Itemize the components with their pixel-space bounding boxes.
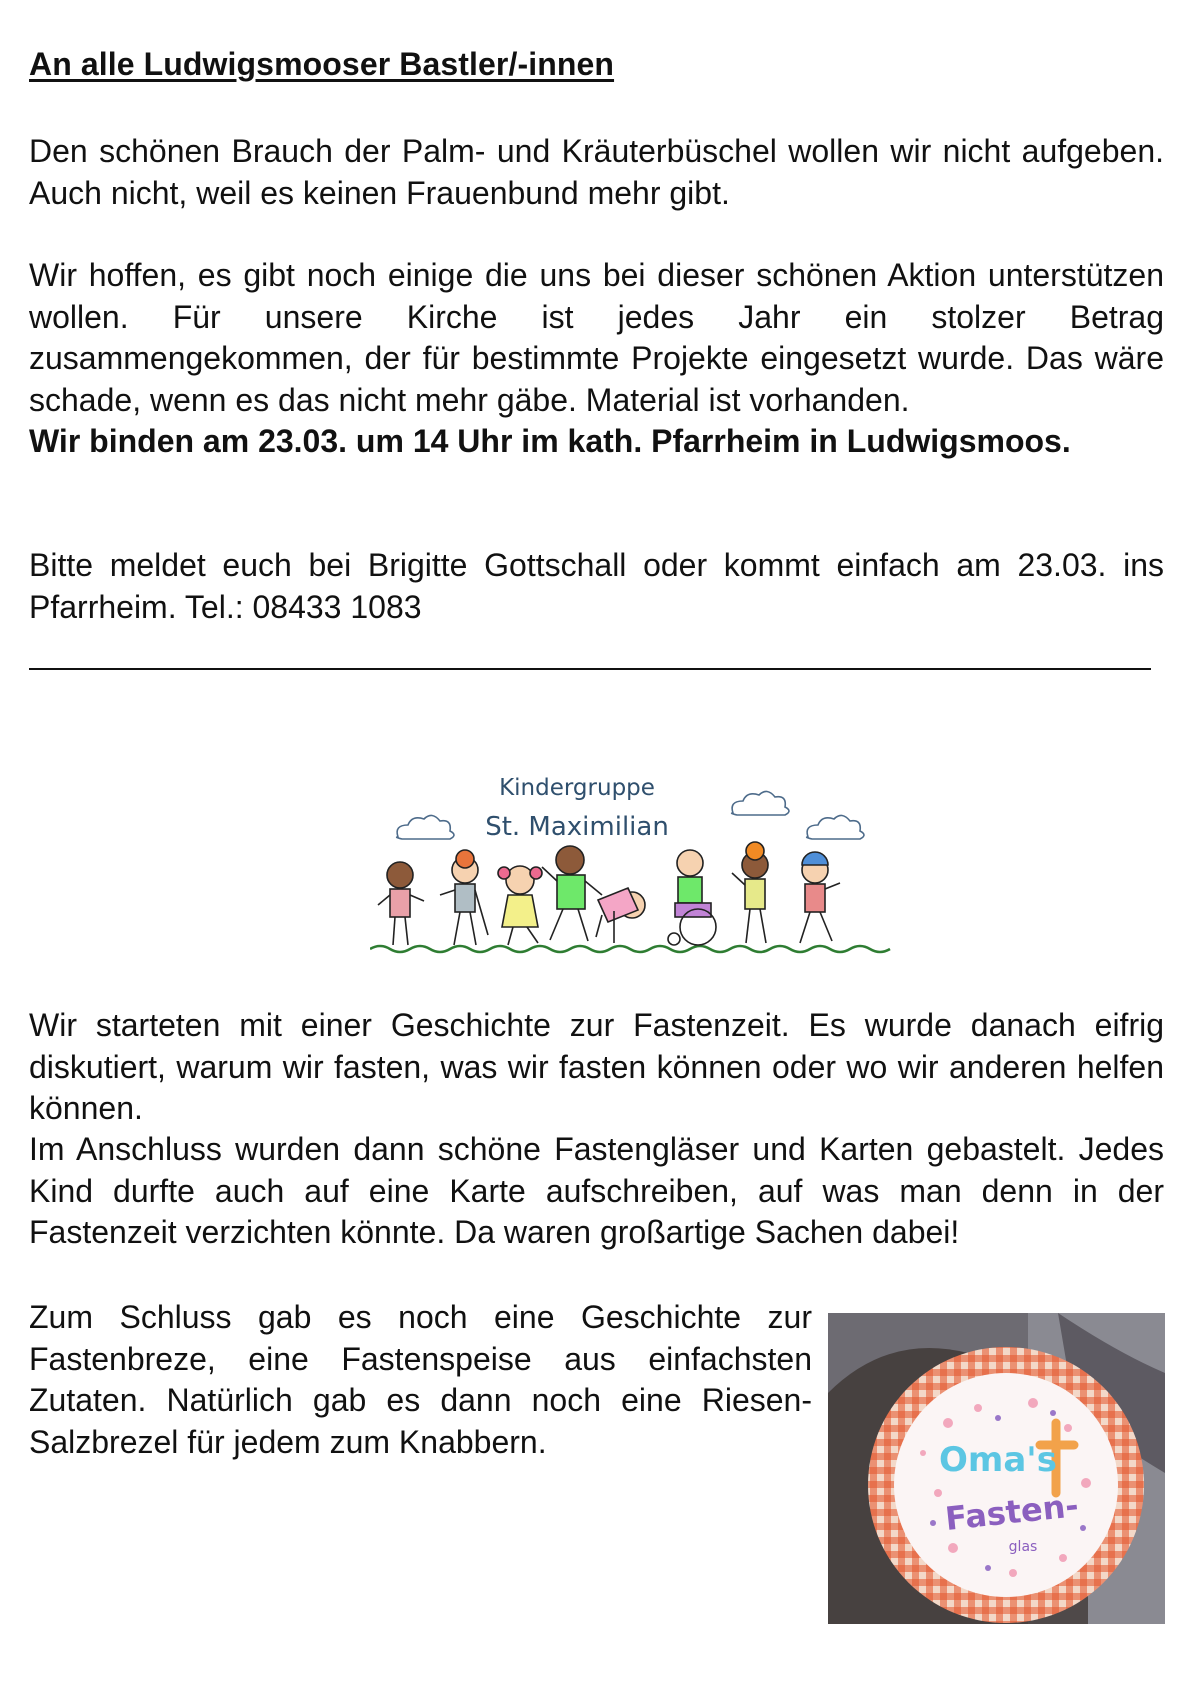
child-5-icon	[596, 888, 645, 943]
support-paragraph: Wir hoffen, es gibt noch einige die uns bei dieser schönen Aktion unterstützen wollen. Für unsere Kirche ist jedes Jahr ein stolzer Betrag zusammengekommen, der für bestimmte Projekte eingesetzt wurde. Das wäre schade, wenn es das nicht mehr gäbe. Material ist vorhanden.	[29, 257, 1164, 418]
children-illustration	[378, 842, 840, 945]
event-announcement: Wir binden am 23.03. um 14 Uhr im kath. Pfarrheim in Ludwigsmoos.	[29, 423, 1071, 459]
jar-label-3: glas	[1008, 1539, 1038, 1555]
divider-line	[29, 668, 1151, 670]
child-6-icon	[668, 850, 716, 945]
contact-paragraph: Bitte meldet euch bei Brigitte Gottschall oder kommt einfach am 23.03. ins Pfarrheim. Tel.: 08433 1083	[29, 547, 1164, 625]
child-1-icon	[378, 862, 424, 945]
jar-label-2: Fasten-	[943, 1486, 1081, 1538]
child-4-icon	[542, 846, 602, 941]
intro-paragraph: Den schönen Brauch der Palm- und Kräuterbüschel wollen wir nicht aufgeben. Auch nicht, weil es keinen Frauenbund mehr gibt.	[29, 133, 1164, 211]
child-8-icon	[800, 852, 840, 943]
heading: An alle Ludwigsmooser Bastler/-innen	[29, 46, 615, 82]
jar-label-1: Oma's	[939, 1440, 1057, 1480]
logo-line1: Kindergruppe	[499, 775, 655, 801]
child-7-icon	[732, 842, 768, 943]
story-paragraph-1: Wir starteten mit einer Geschichte zur Fastenzeit. Es wurde danach eifrig diskutiert, warum wir fasten, was wir fasten können oder wo wir anderen helfen können.	[29, 1007, 1164, 1126]
child-3-icon	[498, 866, 542, 945]
grass-line	[370, 946, 890, 952]
story-paragraph-2: Im Anschluss wurden dann schöne Fastengläser und Karten gebastelt. Jedes Kind durfte auch auf eine Karte aufschreiben, auf was man denn in der Fastenzeit verzichten könnte. Da waren großartige Sachen dabei!	[29, 1131, 1164, 1250]
child-2-icon	[440, 850, 488, 945]
logo-line2: St. Maximilian	[485, 812, 669, 842]
fastenglas-photo	[828, 1313, 1165, 1624]
story-paragraph-3: Zum Schluss gab es noch eine Geschichte zur Fastenbreze, eine Fastenspeise aus einfachsten Zutaten. Natürlich gab es dann noch eine Riesen-Salzbrezel für jedem zum Knabbern.	[29, 1299, 812, 1460]
kindergruppe-logo	[370, 755, 925, 970]
